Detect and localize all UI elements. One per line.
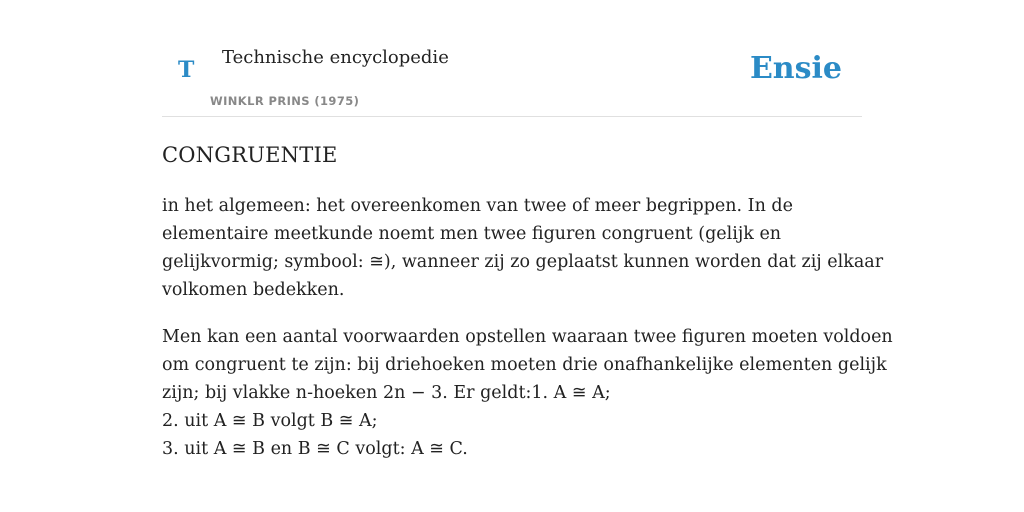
ensie-brand-logo[interactable]: Ensie	[749, 51, 842, 86]
paragraph-line: Men kan een aantal voorwaarden opstellen waaraan twee figuren moeten voldoen	[162, 327, 893, 347]
paragraph-line: elementaire meetkunde noemt men twee figuren congruent (gelijk en	[162, 224, 782, 244]
site-logo-icon[interactable]: T	[178, 57, 195, 83]
site-title[interactable]: Technische encyclopedie	[222, 47, 449, 68]
paragraph-line: volkomen bedekken.	[162, 280, 345, 300]
paragraph-line: om congruent te zijn: bij driehoeken moeten drie onafhankelijke elementen gelijk	[162, 355, 887, 375]
source-subtitle: WINKLR PRINS (1975)	[210, 94, 360, 108]
entry-title: CONGRUENTIE	[162, 143, 338, 167]
article	[162, 140, 893, 463]
paragraph-definition	[162, 192, 884, 304]
site-header	[162, 0, 862, 117]
paragraph-line: 3. uit A ≅ B en B ≅ C volgt: A ≅ C.	[162, 439, 468, 459]
paragraph-line: 2. uit A ≅ B volgt B ≅ A;	[162, 411, 378, 431]
paragraph-line: gelijkvormig; symbool: ≅), wanneer zij zo geplaatst kunnen worden dat zij elkaar	[162, 252, 884, 272]
paragraph-line: in het algemeen: het overeenkomen van twee of meer begrippen. In de	[162, 196, 793, 216]
paragraph-line: zijn; bij vlakke n-hoeken 2n − 3. Er geldt:1. A ≅ A;	[162, 383, 611, 403]
paragraph-conditions	[162, 323, 893, 463]
